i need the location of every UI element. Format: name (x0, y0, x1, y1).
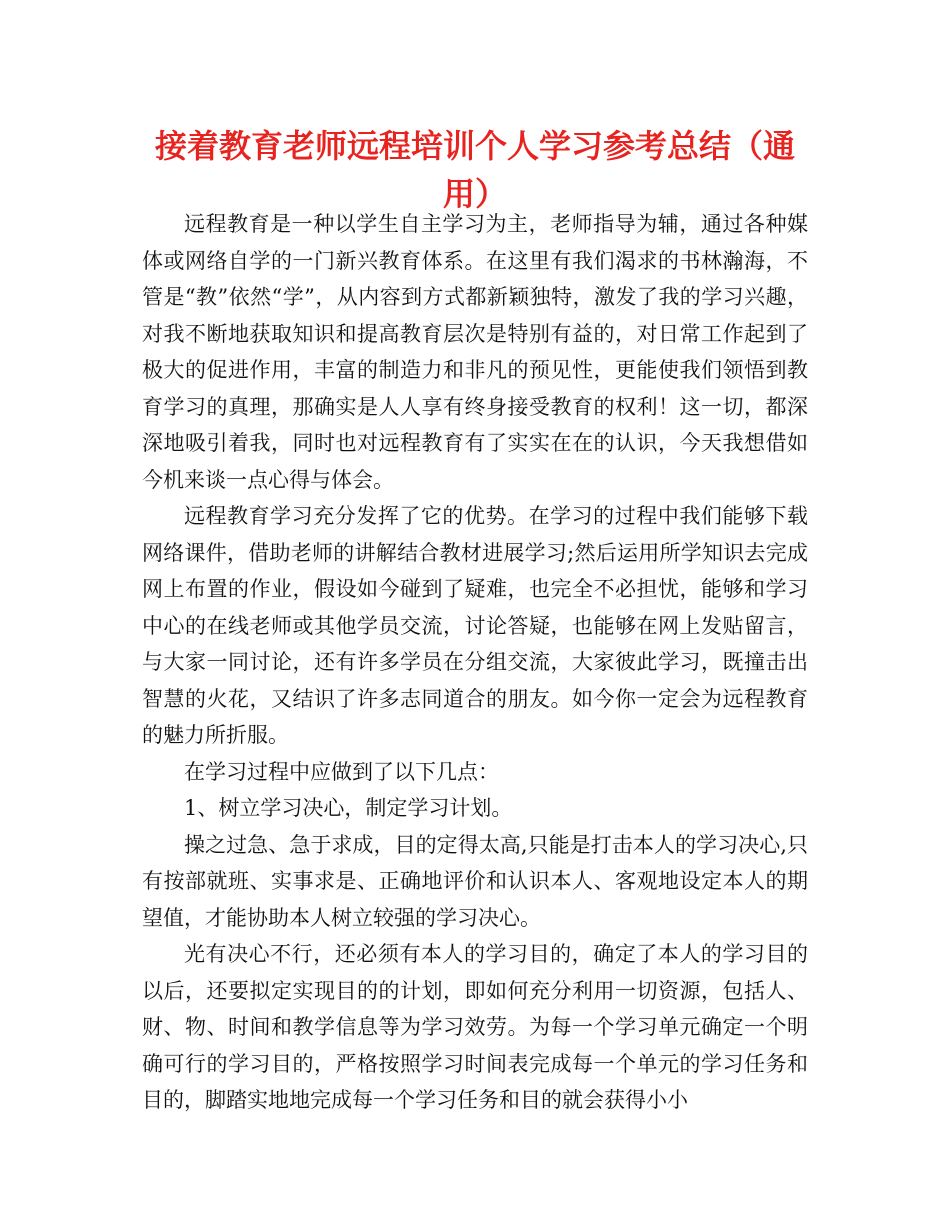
paragraph: 在学习过程中应做到了以下几点： (184, 759, 499, 784)
paragraph: 远程教育是一种以学生自主学习为主，老师指导为辅，通过各种媒体或网络自学的一门新兴教育体系。在这里有我们渴求的书林瀚海，不管是“教”依然“学”，从内容到方式都新颖独特，激发了我的学习兴趣，对我不断地获取知识和提高教育层次是特别有益的，对日常工作起到了极大的促进作用，丰富的制造力和非凡的预见性，更能使我们领悟到教育学习的真理，那确实是人人享有终身接受教育的权利！这一切，都深深地吸引着我，同时也对远程教育有了实实在在的认识，今天我想借如今机来谈一点心得与体会。 (142, 212, 808, 492)
document-title: 接着教育老师远程培训个人学习参考总结（通用） (154, 127, 795, 213)
paragraph: 操之过急、急于求成，目的定得太高,只能是打击本人的学习决心,只有按部就班、实事求是、正确地评价和认识本人、客观地设定本人的期望值，才能协助本人树立较强的学习决心。 (142, 832, 808, 930)
document-body (142, 206, 808, 1119)
paragraph: 光有决心不行，还必须有本人的学习目的，确定了本人的学习目的以后，还要拟定实现目的的计划，即如何充分利用一切资源，包括人、财、物、时间和教学信息等为学习效劳。为每一个学习单元确定一个明确可行的学习目的，严格按照学习时间表完成每一个单元的学习任务和目的，脚踏实地地完成每一个学习任务和目的就会获得小小 (142, 942, 808, 1112)
list-item: 1、树立学习决心，制定学习计划。 (184, 796, 513, 820)
paragraph: 远程教育学习充分发挥了它的优势。在学习的过程中我们能够下载网络课件，借助老师的讲解结合教材进展学习;然后运用所学知识去完成网上布置的作业，假设如今碰到了疑难，也完全不必担忧，能够和学习中心的在线老师或其他学员交流，讨论答疑，也能够在网上发贴留言，与大家一同讨论，还有许多学员在分组交流，大家彼此学习，既撞击出智慧的火花，又结识了许多志同道合的朋友。如今你一定会为远程教育的魅力所折服。 (142, 504, 808, 747)
